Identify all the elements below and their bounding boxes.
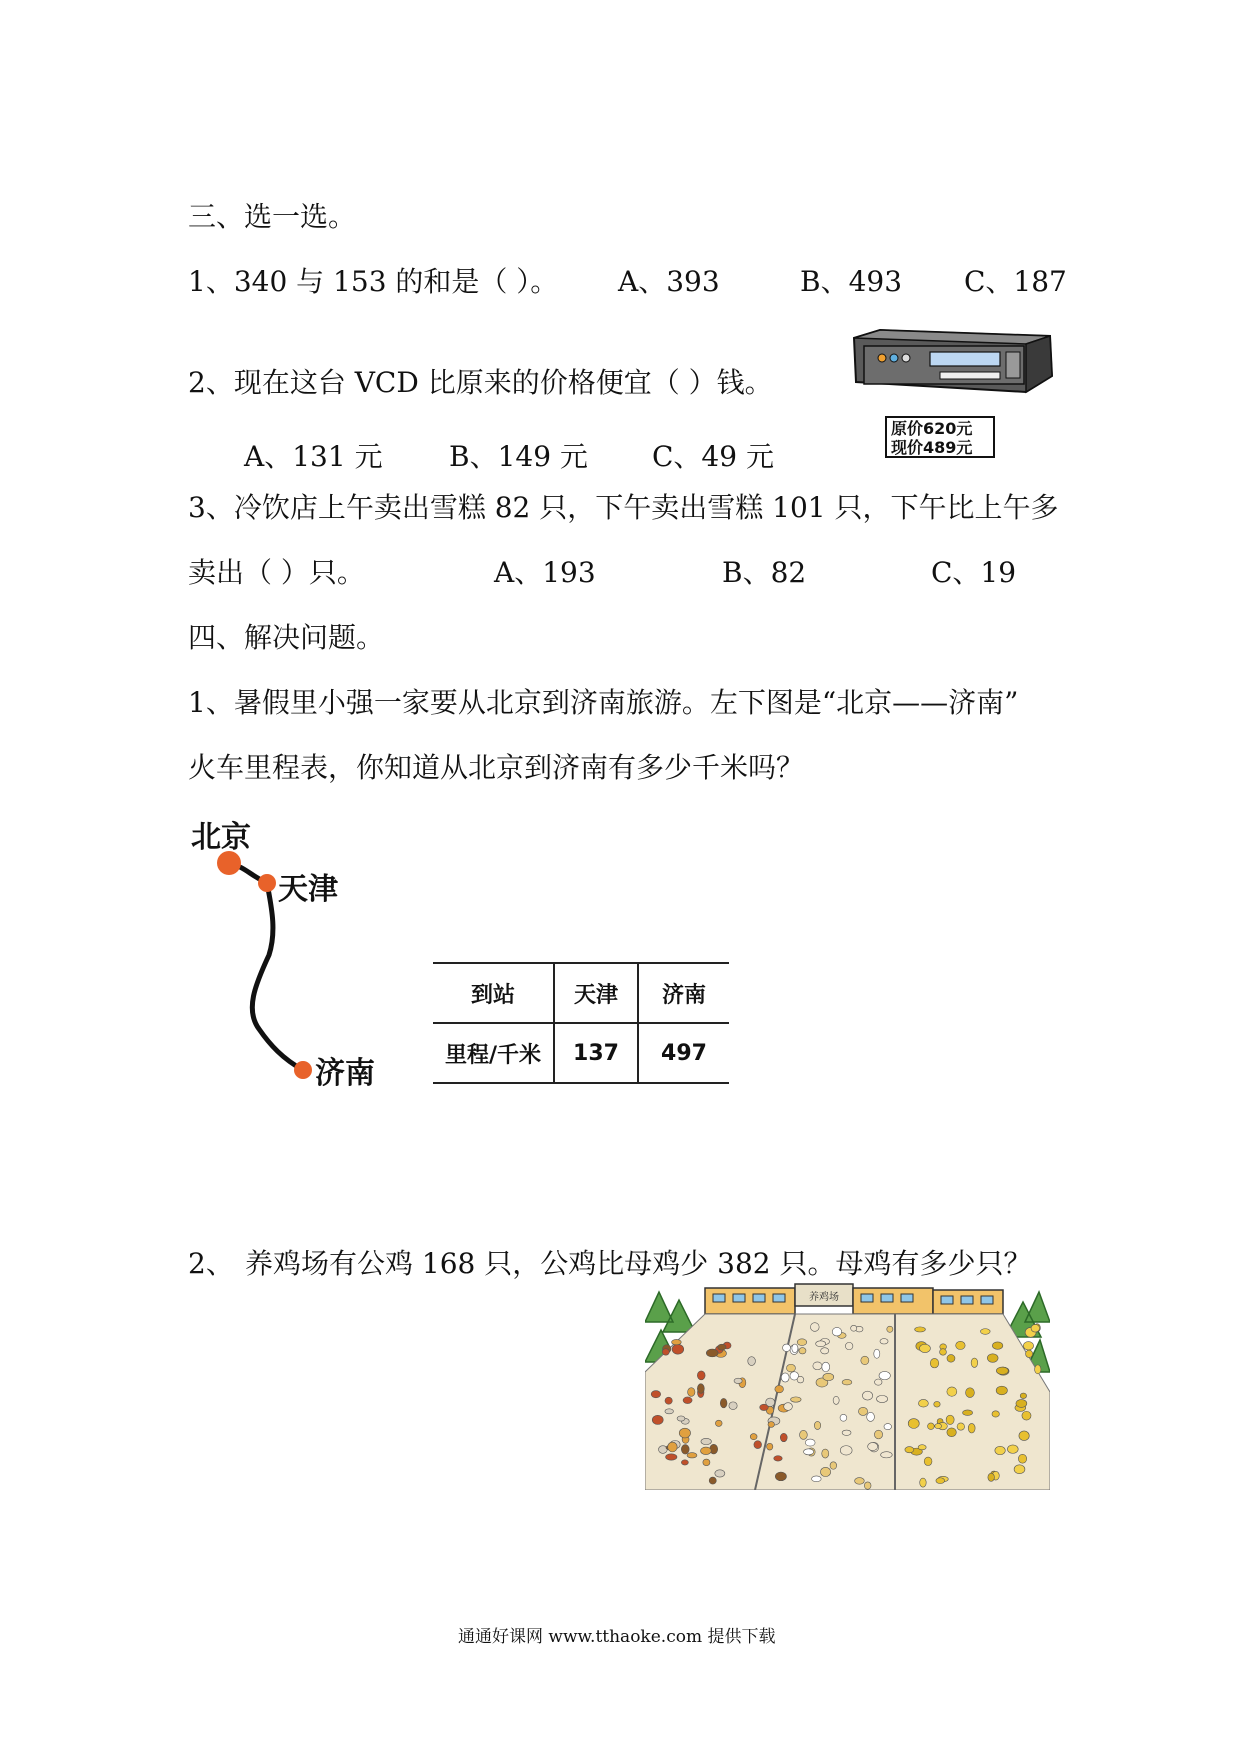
- s4-q1-line-2: 火车里程表，你知道从北京到济南有多少千米吗？: [188, 751, 805, 784]
- table-header-cell: 济南: [638, 963, 729, 1023]
- chicken: [709, 1477, 716, 1484]
- chicken: [697, 1371, 705, 1380]
- chicken: [992, 1411, 999, 1417]
- chicken: [936, 1478, 945, 1484]
- chicken: [987, 1354, 998, 1363]
- q3-line-1: 3、冷饮店上午卖出雪糕 82 只，下午卖出雪糕 101 只，下午比上午多: [188, 491, 1059, 524]
- chicken: [797, 1376, 804, 1383]
- chicken: [701, 1447, 712, 1455]
- chicken: [881, 1452, 893, 1458]
- chicken: [754, 1441, 762, 1449]
- chicken: [1022, 1411, 1031, 1420]
- chicken: [706, 1349, 718, 1357]
- tianjin-label: 天津: [278, 872, 338, 907]
- chicken: [930, 1358, 939, 1367]
- chicken: [851, 1325, 857, 1331]
- page-footer: 通通好课网 www.tthaoke.com 提供下载: [458, 1627, 776, 1647]
- chicken: [842, 1430, 851, 1435]
- chicken: [862, 1391, 872, 1400]
- chicken: [840, 1446, 852, 1455]
- chicken: [1018, 1454, 1026, 1463]
- q3-option-c: C、19: [931, 556, 1017, 589]
- chicken: [672, 1344, 684, 1354]
- chicken: [875, 1379, 882, 1385]
- chicken: [924, 1457, 932, 1466]
- table-row: [433, 1023, 729, 1083]
- chicken: [786, 1364, 795, 1372]
- chicken: [791, 1397, 802, 1402]
- table-header-cell: 天津: [554, 963, 638, 1023]
- chicken: [980, 1329, 990, 1335]
- chicken: [804, 1449, 814, 1455]
- chicken: [864, 1482, 871, 1489]
- q2-option-c: C、49 元: [652, 440, 774, 473]
- chicken: [935, 1424, 942, 1429]
- s4-q2-text: 养鸡场有公鸡 168 只，公鸡比母鸡少 382 只。母鸡有多少只？: [245, 1247, 1032, 1280]
- chicken: [688, 1388, 695, 1397]
- chicken: [681, 1445, 689, 1455]
- chicken: [995, 1446, 1005, 1454]
- table-header-cell: 到站: [433, 963, 554, 1023]
- chicken: [963, 1410, 973, 1415]
- chicken: [918, 1399, 928, 1407]
- chicken: [767, 1443, 773, 1450]
- s4-q2-number: 2、: [188, 1247, 234, 1280]
- chicken: [805, 1439, 815, 1446]
- chicken: [652, 1415, 663, 1424]
- chicken: [823, 1373, 834, 1380]
- chicken: [918, 1445, 926, 1450]
- chicken: [666, 1454, 677, 1460]
- chicken: [915, 1327, 926, 1332]
- chicken: [792, 1344, 798, 1353]
- chicken: [919, 1344, 930, 1352]
- chicken: [928, 1423, 935, 1430]
- chicken: [1020, 1393, 1026, 1399]
- chicken: [775, 1385, 784, 1392]
- chicken: [768, 1422, 775, 1428]
- chicken-farm-illustration: [645, 1282, 1050, 1490]
- chicken: [681, 1460, 688, 1465]
- q2-text: 2、现在这台 VCD 比原来的价格便宜（ ）钱。: [188, 366, 773, 399]
- chicken: [1023, 1342, 1033, 1350]
- chicken: [855, 1478, 865, 1485]
- chicken: [748, 1357, 756, 1366]
- chicken: [662, 1349, 669, 1356]
- jinan-label: 济南: [315, 1056, 375, 1091]
- table-cell: 137: [554, 1023, 638, 1083]
- chicken: [867, 1412, 875, 1421]
- chicken: [947, 1355, 955, 1363]
- chicken: [813, 1362, 822, 1370]
- table-cell: 里程/千米: [433, 1023, 554, 1083]
- chicken: [715, 1470, 725, 1477]
- beijing-label: 北京: [191, 820, 251, 855]
- table-cell: 497: [638, 1023, 729, 1083]
- chicken: [879, 1371, 890, 1379]
- chicken: [668, 1442, 678, 1452]
- chicken: [988, 1473, 995, 1481]
- chicken: [833, 1396, 839, 1404]
- chicken: [729, 1402, 737, 1410]
- chicken: [840, 1414, 847, 1421]
- chicken: [996, 1367, 1008, 1374]
- q1-option-c: C、187: [964, 265, 1067, 298]
- chicken: [797, 1339, 807, 1346]
- chicken: [687, 1453, 697, 1458]
- chicken: [822, 1362, 830, 1372]
- chicken: [679, 1428, 690, 1438]
- chicken: [832, 1327, 841, 1336]
- chicken: [734, 1378, 742, 1383]
- mileage-table: [433, 962, 729, 1084]
- chicken: [884, 1424, 891, 1430]
- chicken: [784, 1403, 793, 1411]
- chicken: [868, 1443, 878, 1451]
- vcd-player-illustration: [850, 328, 1055, 396]
- jinan-marker: [294, 1061, 312, 1079]
- chicken: [966, 1388, 975, 1398]
- chicken: [957, 1423, 965, 1430]
- table-header-row: [433, 963, 729, 1023]
- original-price: 原价620元: [891, 419, 973, 438]
- chicken: [816, 1341, 826, 1347]
- chicken: [651, 1391, 661, 1398]
- farm-sign-text: 养鸡场: [809, 1292, 839, 1303]
- chicken: [874, 1430, 882, 1439]
- chicken: [934, 1401, 940, 1407]
- chicken: [810, 1323, 819, 1332]
- chicken: [858, 1407, 867, 1415]
- chicken: [821, 1348, 829, 1354]
- q3-option-a: A、193: [494, 556, 596, 589]
- chicken: [750, 1434, 757, 1440]
- chicken: [672, 1339, 682, 1344]
- chicken: [887, 1326, 893, 1332]
- chicken: [1014, 1465, 1025, 1474]
- chicken: [842, 1379, 852, 1384]
- chicken: [1007, 1445, 1018, 1453]
- chicken: [971, 1358, 978, 1367]
- q2-option-b: B、149 元: [449, 440, 588, 473]
- chicken: [1031, 1324, 1040, 1332]
- q3-option-b: B、82: [722, 556, 807, 589]
- chicken: [683, 1397, 692, 1404]
- s4-q1-line-1: 1、暑假里小强一家要从北京到济南旅游。左下图是“北京——济南”: [188, 686, 1019, 719]
- chicken: [783, 1344, 791, 1352]
- chicken: [996, 1386, 1007, 1395]
- chicken: [845, 1342, 853, 1349]
- section-3-heading: 三、选一选。: [188, 200, 357, 233]
- chicken: [1016, 1400, 1027, 1408]
- chicken: [940, 1349, 947, 1355]
- chicken: [775, 1472, 786, 1481]
- chicken: [956, 1341, 965, 1349]
- chicken: [1035, 1365, 1041, 1374]
- chicken: [697, 1384, 704, 1394]
- chicken: [665, 1397, 672, 1404]
- chicken: [947, 1428, 956, 1437]
- chicken: [1026, 1350, 1033, 1358]
- chicken: [947, 1387, 957, 1396]
- chicken: [812, 1476, 822, 1482]
- chicken: [880, 1339, 888, 1344]
- chicken: [718, 1344, 726, 1350]
- chicken: [715, 1420, 722, 1426]
- q2-option-a: A、131 元: [244, 440, 383, 473]
- chicken: [766, 1398, 775, 1407]
- chicken: [720, 1398, 727, 1407]
- chicken: [677, 1416, 685, 1421]
- chicken: [701, 1438, 711, 1444]
- chicken: [968, 1423, 975, 1433]
- chicken: [946, 1415, 954, 1424]
- chicken: [665, 1409, 673, 1414]
- chicken: [780, 1433, 787, 1441]
- section-4-heading: 四、解决问题。: [188, 621, 385, 654]
- current-price: 现价489元: [891, 438, 973, 457]
- q1-option-b: B、493: [800, 265, 903, 298]
- chicken: [820, 1467, 830, 1476]
- chicken: [800, 1430, 808, 1439]
- chicken: [830, 1462, 837, 1469]
- chicken: [905, 1447, 914, 1453]
- q3-line-2: 卖出（ ）只。: [188, 556, 365, 589]
- chicken: [874, 1349, 880, 1358]
- chicken: [908, 1419, 919, 1429]
- vcd-price-tag: [885, 416, 995, 458]
- chicken: [822, 1449, 829, 1458]
- chicken: [703, 1459, 710, 1466]
- chicken: [781, 1373, 789, 1382]
- q1-option-a: A、393: [618, 265, 720, 298]
- chicken: [861, 1356, 869, 1365]
- chicken: [876, 1395, 887, 1402]
- chicken: [814, 1421, 820, 1429]
- chicken: [799, 1348, 806, 1354]
- tianjin-marker: [258, 874, 276, 892]
- q1-text: 1、340 与 153 的和是（ ）。: [188, 265, 559, 298]
- chicken: [774, 1456, 782, 1461]
- chicken: [920, 1478, 926, 1487]
- chicken: [1019, 1431, 1029, 1441]
- chicken: [992, 1342, 1002, 1349]
